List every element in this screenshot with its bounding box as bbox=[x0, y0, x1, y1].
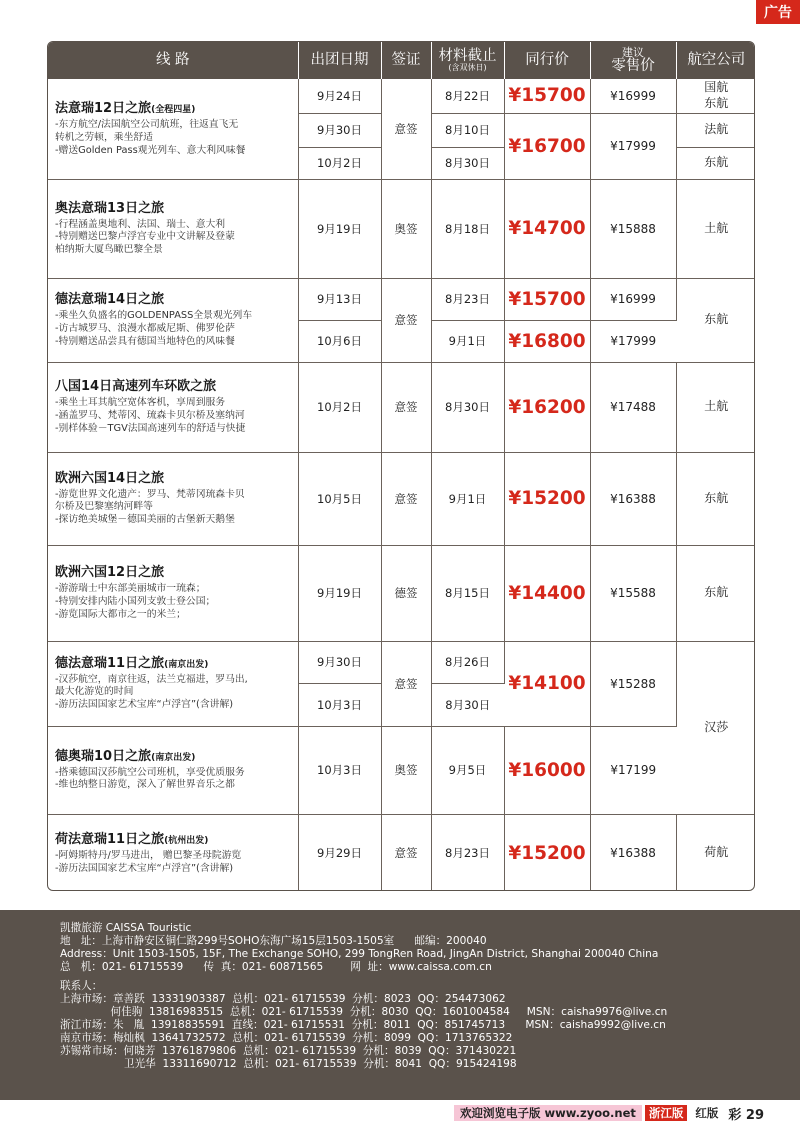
table-row bbox=[48, 362, 755, 452]
ad-tag: 广告 bbox=[756, 0, 800, 24]
docs-cell: 8月30日 bbox=[431, 147, 504, 179]
airline-cell: 国航 东航 bbox=[676, 79, 755, 113]
company-name: 凯撒旅游 CAISSA Touristic bbox=[60, 922, 192, 934]
retail-price-cell: ¥16999 bbox=[590, 278, 676, 320]
contact-line: 上海市场：章善跃 13331903387 总机：021- 61715539 分机：8023 QQ：254473062 bbox=[60, 993, 506, 1005]
table-row bbox=[48, 814, 755, 891]
retail-price-cell: ¥17999 bbox=[590, 320, 676, 362]
date-cell: 10月6日 bbox=[298, 320, 381, 362]
date-cell: 10月2日 bbox=[298, 362, 381, 452]
phone-line: 总 机：021- 61715539 传 真：021- 60871565 网 址：www.caissa.com.cn bbox=[60, 961, 492, 973]
peer-price-cell: ¥14100 bbox=[504, 641, 590, 726]
airline-cell: 东航 bbox=[676, 452, 755, 545]
route-cell: 欧洲六国14日之旅 -游览世界文化遗产：罗马、梵蒂冈琉森卡贝 尔桥及巴黎塞纳河畔等 -探访绝美城堡－德国美丽的古堡新天鹅堡 bbox=[48, 452, 298, 545]
date-cell: 10月5日 bbox=[298, 452, 381, 545]
table-row bbox=[48, 452, 755, 545]
retail-price-cell: ¥15288 bbox=[590, 641, 676, 726]
airline-cell: 汉莎 bbox=[676, 641, 755, 814]
airline-cell: 土航 bbox=[676, 362, 755, 452]
retail-price-cell: ¥16999 bbox=[590, 79, 676, 113]
header-docs-label: 材料截止 bbox=[438, 47, 497, 64]
date-cell: 9月30日 bbox=[298, 113, 381, 147]
peer-price-cell: ¥15200 bbox=[504, 814, 590, 891]
date-cell: 10月2日 bbox=[298, 147, 381, 179]
date-cell: 10月3日 bbox=[298, 726, 381, 814]
airline-cell: 东航 bbox=[676, 147, 755, 179]
peer-price-cell: ¥15700 bbox=[504, 79, 590, 113]
header-retail-label2: 零售价 bbox=[611, 57, 655, 74]
header-retail-label: 建议 bbox=[622, 46, 644, 60]
route-cell: 奥法意瑞13日之旅 -行程涵盖奥地利、法国、瑞士、意大利 -特别赠送巴黎卢浮宫专业中文讲解及登蒙 柏纳斯大厦鸟瞰巴黎全景 bbox=[48, 179, 298, 278]
date-cell: 9月24日 bbox=[298, 79, 381, 113]
date-cell: 10月3日 bbox=[298, 683, 381, 726]
visa-cell: 意签 bbox=[381, 814, 431, 891]
header-date: 出团日期 bbox=[298, 42, 381, 79]
contact-footer bbox=[0, 910, 800, 1100]
date-cell: 9月13日 bbox=[298, 278, 381, 320]
table-row bbox=[48, 79, 755, 113]
route-cell: 八国14日高速列车环欧之旅 -乘坐土耳其航空宽体客机，享周到服务 -涵盖罗马、梵蒂冈、琉森卡贝尔桥及塞纳河 -别样体验－TGV法国高速列车的舒适与快捷 bbox=[48, 362, 298, 452]
contact-line: 浙江市场：朱 胤 13918835591 直线：021- 61715531 分机：8011 QQ：851745713 MSN：caisha9992@live.cn bbox=[60, 1019, 666, 1031]
header-route: 线 路 bbox=[48, 42, 298, 79]
header-peer-price: 同行价 bbox=[504, 42, 590, 79]
table-row bbox=[48, 179, 755, 278]
peer-price-cell: ¥15200 bbox=[504, 452, 590, 545]
visa-cell: 意签 bbox=[381, 641, 431, 726]
docs-cell: 8月22日 bbox=[431, 79, 504, 113]
visa-cell: 奥签 bbox=[381, 726, 431, 814]
table-header bbox=[48, 42, 755, 79]
route-cell: 德奥瑞10日之旅(南京出发) -搭乘德国汉莎航空公司班机，享受优质服务 -维也纳整日游览，深入了解世界音乐之都 bbox=[48, 726, 298, 814]
retail-price-cell: ¥17199 bbox=[590, 726, 676, 814]
peer-price-cell: ¥16700 bbox=[504, 113, 590, 179]
contacts-label: 联系人： bbox=[60, 980, 103, 992]
header-docs-sub: (含双休日) bbox=[448, 62, 487, 72]
visa-cell: 奥签 bbox=[381, 179, 431, 278]
date-cell: 9月19日 bbox=[298, 545, 381, 641]
airline-cell: 法航 bbox=[676, 113, 755, 147]
docs-cell: 8月23日 bbox=[431, 814, 504, 891]
table-row bbox=[48, 641, 755, 683]
route-cell: 荷法意瑞11日之旅(杭州出发) -阿姆斯特丹/罗马进出， 赠巴黎圣母院游览 -游历法国国家艺术宝库“卢浮宫”(含讲解) bbox=[48, 814, 298, 891]
docs-cell: 8月10日 bbox=[431, 113, 504, 147]
docs-cell: 8月18日 bbox=[431, 179, 504, 278]
header-retail-price bbox=[590, 42, 676, 79]
docs-cell: 8月30日 bbox=[431, 683, 504, 726]
retail-price-cell: ¥16388 bbox=[590, 452, 676, 545]
table-row bbox=[48, 545, 755, 641]
route-price-table bbox=[47, 41, 755, 891]
docs-cell: 8月30日 bbox=[431, 362, 504, 452]
airline-cell: 东航 bbox=[676, 278, 755, 362]
peer-price-cell: ¥16200 bbox=[504, 362, 590, 452]
table-row bbox=[48, 726, 755, 814]
contact-line: 何佳驹 13816983515 总机：021- 61715539 分机：8030 QQ：1601004584 MSN：caisha9976@live.cn bbox=[60, 1006, 668, 1018]
visa-cell: 意签 bbox=[381, 452, 431, 545]
contact-line: 南京市场：梅灿枫 13641732572 总机：021- 61715539 分机：8099 QQ：1713765322 bbox=[60, 1032, 513, 1044]
docs-cell: 8月15日 bbox=[431, 545, 504, 641]
docs-cell: 9月1日 bbox=[431, 452, 504, 545]
date-cell: 9月30日 bbox=[298, 641, 381, 683]
peer-price-cell: ¥14400 bbox=[504, 545, 590, 641]
address-en: Address：Unit 1503-1505, 15F, The Exchange SOHO, 299 TongRen Road, JingAn District, Shanghai 200040 China bbox=[60, 948, 659, 960]
retail-price-cell: ¥17488 bbox=[590, 362, 676, 452]
header-docs bbox=[431, 42, 504, 79]
docs-cell: 8月23日 bbox=[431, 278, 504, 320]
edition-badge: 浙江版 bbox=[645, 1105, 688, 1121]
peer-price-cell: ¥14700 bbox=[504, 179, 590, 278]
address-cn: 地 址：上海市静安区铜仁路299号SOHO东海广场15层1503-1505室 邮编：200040 bbox=[60, 935, 487, 947]
visa-cell: 意签 bbox=[381, 79, 431, 179]
airline-cell: 东航 bbox=[676, 545, 755, 641]
visa-cell: 意签 bbox=[381, 362, 431, 452]
contact-line: 卫光华 13311690712 总机：021- 61715539 分机：8041 QQ：915424198 bbox=[60, 1058, 517, 1070]
route-cell: 欧洲六国12日之旅 -游游瑞士中东部美丽城市一琉森； -特别安排内陆小国列支敦士登公国； -游览国际大都市之一的米兰； bbox=[48, 545, 298, 641]
header-airline: 航空公司 bbox=[676, 42, 755, 79]
route-cell: 德法意瑞14日之旅 -乘坐久负盛名的GOLDENPASS全景观光列车 -访古城罗马、浪漫水都威尼斯、佛罗伦萨 -特别赠送品尝具有德国当地特色的风味餐 bbox=[48, 278, 298, 362]
retail-price-cell: ¥17999 bbox=[590, 113, 676, 179]
docs-cell: 8月26日 bbox=[431, 641, 504, 683]
docs-cell: 9月5日 bbox=[431, 726, 504, 814]
red-edition-label: 红版 bbox=[695, 1106, 719, 1120]
retail-price-cell: ¥15588 bbox=[590, 545, 676, 641]
peer-price-cell: ¥16000 bbox=[504, 726, 590, 814]
docs-cell: 9月1日 bbox=[431, 320, 504, 362]
airline-cell: 荷航 bbox=[704, 845, 729, 860]
peer-price-cell: ¥15700 bbox=[504, 278, 590, 320]
website-link[interactable]: 欢迎浏览电子版 www.zyoo.net bbox=[454, 1105, 642, 1121]
header-visa: 签证 bbox=[381, 42, 431, 79]
retail-price-cell: ¥16388 bbox=[590, 814, 676, 891]
visa-cell: 德签 bbox=[381, 545, 431, 641]
route-cell: 法意瑞12日之旅(全程四星) -东方航空/法国航空公司航班，往返直飞无 转机之劳顿，乘坐舒适 -赠送Golden Pass观光列车、意大利风味餐 bbox=[48, 79, 298, 179]
date-cell: 9月19日 bbox=[298, 179, 381, 278]
page-footer-bar bbox=[0, 1103, 800, 1123]
retail-price-cell: ¥15888 bbox=[590, 179, 676, 278]
contact-line: 苏锡常市场：何晓芳 13761879806 总机：021- 61715539 分机：8039 QQ：371430221 bbox=[60, 1045, 517, 1057]
route-cell: 德法意瑞11日之旅(南京出发) -汉莎航空，南京往返，法兰克福进，罗马出, 最大化游览的时间 -游历法国国家艺术宝库“卢浮宫”(含讲解) bbox=[48, 641, 298, 726]
date-cell: 9月29日 bbox=[298, 814, 381, 891]
airline-cell: 土航 bbox=[676, 179, 755, 278]
peer-price-cell: ¥16800 bbox=[504, 320, 590, 362]
table-row bbox=[48, 278, 755, 320]
visa-cell: 意签 bbox=[381, 278, 431, 362]
page-number: 彩 29 bbox=[728, 1107, 764, 1123]
